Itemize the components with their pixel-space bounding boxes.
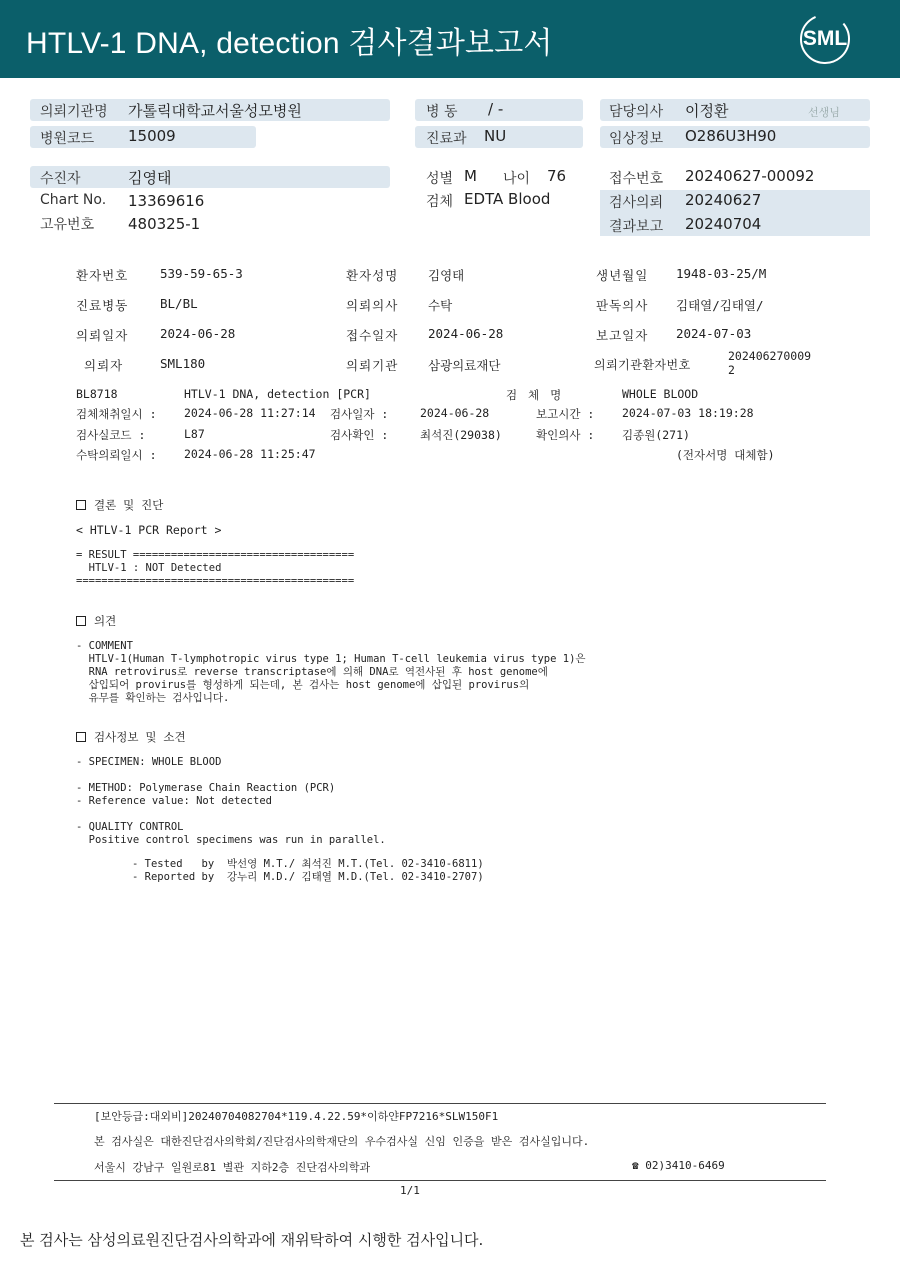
details-reported: - Reported by 강누리 M.D./ 김태열 M.D.(Tel. 02-3410-2707) — [132, 871, 484, 883]
ti-collect-value: 2024-06-28 11:27:14 — [184, 406, 316, 420]
patient-label: 수진자 — [40, 171, 81, 187]
details-heading-text: 검사정보 및 소견 — [94, 730, 186, 744]
rh-patient-no-label: 환자번호 — [76, 268, 129, 283]
chart-value: 13369616 — [128, 192, 205, 210]
rh-req-date-label: 의뢰일자 — [76, 328, 129, 343]
specimen-value: EDTA Blood — [464, 190, 551, 208]
details-heading — [76, 729, 186, 745]
ti-lab-code-label: 검사실코드 : — [76, 428, 146, 442]
section-square-icon — [76, 500, 86, 510]
result-line-1: = RESULT =================================== — [76, 549, 355, 561]
rh-birth-value: 1948-03-25/M — [676, 266, 767, 281]
rh-ward-label: 진료병동 — [76, 298, 129, 313]
ti-confirm-doctor-label: 확인의사 : — [536, 428, 595, 442]
opinion-line-3: RNA retrovirus로 reverse transcriptase에 의해 DNA로 역전사된 후 host genome에 — [76, 666, 548, 678]
ward-label: 병 동 — [426, 104, 458, 120]
report-value: 20240704 — [685, 215, 762, 233]
specimen-label: 검체 — [426, 194, 454, 210]
ti-report-time-label: 보고시간 : — [536, 407, 595, 421]
uid-label: 고유번호 — [40, 217, 95, 233]
ti-specimen-value: WHOLE BLOOD — [622, 387, 699, 401]
conclusion-heading — [76, 497, 163, 513]
ti-confirm-doctor-value: 김종원(271) — [622, 428, 690, 442]
page-number: 1/1 — [400, 1184, 420, 1197]
details-method: - METHOD: Polymerase Chain Reaction (PCR) — [76, 782, 336, 794]
doctor-value: 이정환 — [685, 102, 729, 120]
rh-report-date-label: 보고일자 — [596, 328, 649, 343]
dept-label: 진료과 — [426, 131, 467, 147]
sex-value: M — [464, 167, 477, 185]
ti-specimen-label: 검 체 명 — [506, 388, 564, 402]
doctor-suffix: 선생님 — [808, 106, 840, 119]
opinion-heading — [76, 613, 116, 629]
ti-test-date-label: 검사일자 : — [330, 407, 389, 421]
request-org-label: 의뢰기관명 — [40, 104, 108, 120]
clinical-label: 임상정보 — [609, 131, 664, 147]
ward-value: / - — [488, 100, 504, 118]
rh-patient-name-value: 김영태 — [428, 268, 465, 283]
report-title: HTLV-1 DNA, detection 검사결과보고서 — [26, 27, 553, 60]
footer-phone: ☎ 02)3410-6469 — [632, 1159, 725, 1172]
hospital-code-label: 병원코드 — [40, 131, 95, 147]
details-specimen: - SPECIMEN: WHOLE BLOOD — [76, 756, 222, 768]
request-label: 검사의뢰 — [609, 195, 664, 211]
consign-note: 본 검사는 삼성의료원진단검사의학과에 재위탁하여 시행한 검사입니다. — [20, 1231, 484, 1249]
rh-req-date-value: 2024-06-28 — [160, 326, 236, 341]
ti-confirm-value: 최석진(29038) — [420, 428, 502, 442]
opinion-heading-text: 의견 — [94, 614, 117, 628]
details-reference: - Reference value: Not detected — [76, 795, 272, 807]
receipt-label: 접수번호 — [609, 171, 664, 187]
rh-requester-value: SML180 — [160, 356, 206, 371]
doctor-label: 담당의사 — [609, 104, 664, 120]
sml-logo-text: SML — [802, 27, 848, 50]
details-qc-desc: Positive control specimens was run in parallel. — [76, 834, 386, 846]
result-line-2: HTLV-1 : NOT Detected — [76, 562, 222, 574]
rh-birth-label: 생년월일 — [596, 268, 649, 283]
hospital-code-value: 15009 — [128, 127, 176, 145]
esign-note: (전자서명 대체함) — [676, 448, 775, 462]
section-square-icon — [76, 732, 86, 742]
rh-org-pt-no-value-2: 2 — [728, 363, 735, 377]
rh-recv-date-label: 접수일자 — [346, 328, 399, 343]
details-qc: - QUALITY CONTROL — [76, 821, 184, 833]
ti-report-time-value: 2024-07-03 18:19:28 — [622, 406, 754, 420]
ti-confirm-label: 검사확인 : — [330, 428, 389, 442]
rh-report-date-value: 2024-07-03 — [676, 326, 752, 341]
ti-collect-label: 검체채취일시 : — [76, 407, 157, 421]
rh-patient-no-value: 539-59-65-3 — [160, 266, 243, 281]
receipt-value: 20240627-00092 — [685, 167, 815, 185]
rh-patient-name-label: 환자성명 — [346, 268, 399, 283]
rh-doctor-value: 수탁 — [428, 298, 453, 313]
rh-recv-date-value: 2024-06-28 — [428, 326, 504, 341]
age-label: 나이 — [503, 171, 531, 187]
report-label: 결과보고 — [609, 219, 664, 235]
rh-reader-label: 판독의사 — [596, 298, 649, 313]
conclusion-subtitle: < HTLV-1 PCR Report > — [76, 523, 222, 537]
opinion-line-2: HTLV-1(Human T-lymphotropic virus type 1; Human T-cell leukemia virus type 1)은 — [76, 653, 586, 665]
dept-value: NU — [484, 127, 507, 145]
ti-test-date-value: 2024-06-28 — [420, 406, 490, 420]
rh-requester-label: 의뢰자 — [84, 358, 124, 373]
footer-bottom-rule — [54, 1180, 826, 1181]
uid-value: 480325-1 — [128, 215, 201, 233]
request-org-value: 가톨릭대학교서울성모병원 — [128, 102, 302, 120]
ti-consign-value: 2024-06-28 11:25:47 — [184, 447, 316, 461]
footer-security: [보안등급:대외비]20240704082704*119.4.22.59*이하얀FP7216*SLW150F1 — [94, 1110, 499, 1123]
footer-cert: 본 검사실은 대한진단검사의학회/진단검사의학재단의 우수검사실 신임 인증을 받은 검사실입니다. — [94, 1135, 590, 1148]
footer-address: 서울시 강남구 일원로81 별관 지하2층 진단검사의학과 — [94, 1161, 371, 1174]
patient-box — [30, 166, 390, 188]
patient-value: 김영태 — [128, 169, 172, 187]
opinion-line-1: - COMMENT — [76, 640, 133, 652]
age-value: 76 — [547, 167, 567, 185]
report-header-bar — [0, 0, 900, 78]
details-tested: - Tested by 박선영 M.T./ 최석진 M.T.(Tel. 02-3410-6811) — [132, 858, 484, 870]
chart-label: Chart No. — [40, 192, 107, 208]
test-code: BL8718 — [76, 387, 118, 401]
opinion-line-5: 유무를 확인하는 검사입니다. — [76, 692, 230, 704]
rh-org-pt-no-value-1: 202406270009 — [728, 349, 812, 363]
clinical-value: O286U3H90 — [685, 127, 777, 145]
rh-doctor-label: 의뢰의사 — [346, 298, 399, 313]
sex-label: 성별 — [426, 171, 454, 187]
result-line-3: ============================================ — [76, 575, 355, 587]
test-name: HTLV-1 DNA, detection [PCR] — [184, 387, 371, 401]
request-value: 20240627 — [685, 191, 762, 209]
conclusion-heading-text: 결론 및 진단 — [94, 498, 164, 512]
footer-top-rule — [54, 1103, 826, 1104]
rh-org-label: 의뢰기관 — [346, 358, 399, 373]
rh-org-pt-no-label: 의뢰기관환자번호 — [594, 358, 691, 372]
opinion-line-4: 삽입되어 provirus를 형성하게 되는데, 본 검사는 host genome에 삽입된 provirus의 — [76, 679, 530, 691]
rh-org-value: 삼광의료재단 — [428, 358, 501, 373]
section-square-icon — [76, 616, 86, 626]
ti-consign-label: 수탁의뢰일시 : — [76, 448, 157, 462]
rh-ward-value: BL/BL — [160, 296, 198, 311]
ti-lab-code-value: L87 — [184, 427, 205, 441]
rh-reader-value: 김태열/김태열/ — [676, 298, 764, 313]
